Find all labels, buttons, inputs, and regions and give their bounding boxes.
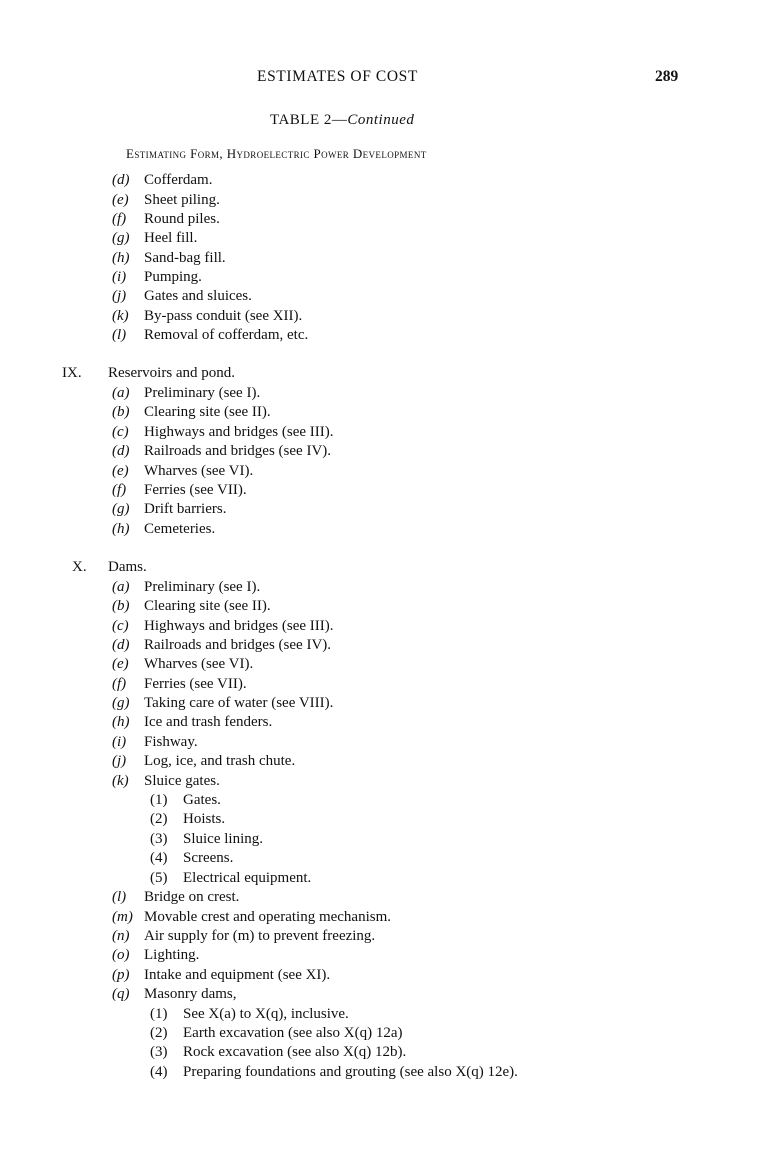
item-text: Sluice lining.: [183, 831, 263, 847]
item-text: Intake and equipment (see XI).: [144, 967, 331, 983]
item-label: (g): [112, 230, 130, 246]
item-label: (i): [112, 734, 127, 750]
item-text: Heel fill.: [144, 230, 198, 246]
item-text: Gates and sluices.: [144, 288, 252, 304]
item-text: Electrical equipment.: [183, 870, 312, 886]
item-text: By-pass conduit (see XII).: [144, 308, 303, 324]
table-title: [270, 112, 414, 129]
item-text: Dams.: [108, 559, 147, 575]
item-label: (g): [112, 501, 130, 517]
item-text: Pumping.: [144, 269, 202, 285]
item-label: (1): [150, 1006, 168, 1022]
item-text: Preliminary (see I).: [144, 579, 261, 595]
item-text: Clearing site (see II).: [144, 598, 271, 614]
item-label: (1): [150, 792, 168, 808]
item-label: (h): [112, 521, 130, 537]
item-text: Preparing foundations and grouting (see also X(q) 12e).: [183, 1064, 518, 1080]
item-text: Earth excavation (see also X(q) 12a): [183, 1025, 403, 1041]
form-title: Estimating Form, Hydroelectric Power Development: [126, 146, 427, 161]
page-number: 289: [655, 68, 679, 85]
item-label: (d): [112, 443, 130, 459]
item-text: Hoists.: [183, 811, 226, 827]
item-text: Cofferdam.: [144, 172, 213, 188]
item-text: Bridge on crest.: [144, 889, 240, 905]
item-label: (e): [112, 463, 129, 479]
item-label: (4): [150, 1064, 168, 1080]
item-text: Sluice gates.: [144, 773, 220, 789]
item-label: (k): [112, 308, 129, 324]
item-label: (h): [112, 714, 130, 730]
item-text: Wharves (see VI).: [144, 463, 254, 479]
item-text: Ferries (see VII).: [144, 676, 247, 692]
item-text: Air supply for (m) to prevent freezing.: [144, 928, 376, 944]
item-label: X.: [72, 559, 87, 575]
item-text: Log, ice, and trash chute.: [144, 753, 296, 769]
item-text: Gates.: [183, 792, 221, 808]
item-text: Drift barriers.: [144, 501, 227, 517]
item-text: Cemeteries.: [144, 521, 216, 537]
item-label: (n): [112, 928, 130, 944]
item-label: (f): [112, 211, 127, 227]
item-text: Sheet piling.: [144, 192, 220, 208]
item-text: Reservoirs and pond.: [108, 365, 236, 381]
item-label: (m): [112, 909, 133, 925]
item-text: Screens.: [183, 850, 234, 866]
item-text: See X(a) to X(q), inclusive.: [183, 1006, 349, 1022]
item-label: (l): [112, 327, 127, 343]
item-label: (f): [112, 676, 127, 692]
item-text: Removal of cofferdam, etc.: [144, 327, 309, 343]
item-text: Clearing site (see II).: [144, 404, 271, 420]
item-text: Rock excavation (see also X(q) 12b).: [183, 1044, 407, 1060]
item-label: (2): [150, 1025, 168, 1041]
item-label: (c): [112, 424, 129, 440]
item-label: (f): [112, 482, 127, 498]
item-label: (q): [112, 986, 130, 1002]
item-label: (b): [112, 404, 130, 420]
item-label: (a): [112, 385, 130, 401]
item-label: (4): [150, 850, 168, 866]
item-label: (5): [150, 870, 168, 886]
item-label: IX.: [62, 365, 82, 381]
item-text: Railroads and bridges (see IV).: [144, 443, 332, 459]
item-text: Taking care of water (see VIII).: [144, 695, 334, 711]
item-text: Highways and bridges (see III).: [144, 424, 334, 440]
item-label: (g): [112, 695, 130, 711]
item-text: Masonry dams,: [144, 986, 237, 1002]
item-label: (k): [112, 773, 129, 789]
item-label: (l): [112, 889, 127, 905]
item-label: (b): [112, 598, 130, 614]
item-label: (i): [112, 269, 127, 285]
item-label: (j): [112, 753, 127, 769]
item-label: (d): [112, 637, 130, 653]
item-text: Fishway.: [144, 734, 198, 750]
item-label: (e): [112, 656, 129, 672]
item-text: Preliminary (see I).: [144, 385, 261, 401]
item-text: Lighting.: [144, 947, 200, 963]
item-label: (j): [112, 288, 127, 304]
item-text: Wharves (see VI).: [144, 656, 254, 672]
table-title-continued: Continued: [347, 112, 415, 128]
running-head: ESTIMATES OF COST: [257, 68, 418, 85]
item-label: (d): [112, 172, 130, 188]
item-label: (3): [150, 831, 168, 847]
item-text: Ferries (see VII).: [144, 482, 247, 498]
item-text: Sand-bag fill.: [144, 250, 226, 266]
item-label: (3): [150, 1044, 168, 1060]
item-text: Highways and bridges (see III).: [144, 618, 334, 634]
item-label: (a): [112, 579, 130, 595]
item-label: (c): [112, 618, 129, 634]
item-text: Railroads and bridges (see IV).: [144, 637, 332, 653]
item-label: (p): [112, 967, 130, 983]
item-label: (2): [150, 811, 168, 827]
item-label: (e): [112, 192, 129, 208]
item-text: Ice and trash fenders.: [144, 714, 273, 730]
item-label: (h): [112, 250, 130, 266]
item-text: Round piles.: [144, 211, 220, 227]
item-label: (o): [112, 947, 130, 963]
table-title-prefix: TABLE 2—: [270, 112, 348, 128]
item-text: Movable crest and operating mechanism.: [144, 909, 392, 925]
